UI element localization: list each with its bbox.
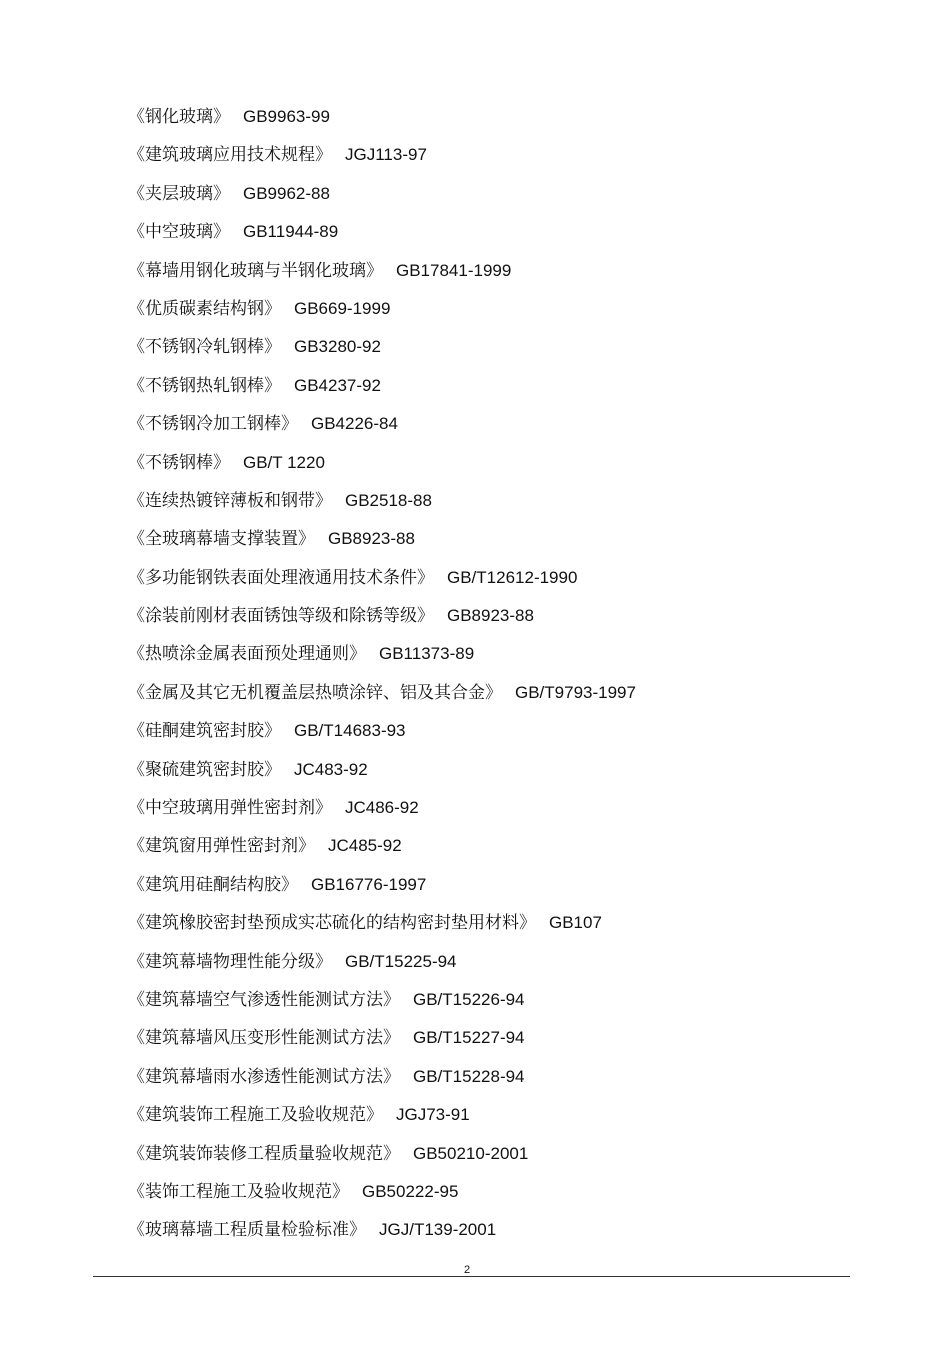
standard-title: 《硅酮建筑密封胶》 <box>128 721 281 742</box>
standard-code: GB669-1999 <box>294 298 391 318</box>
standard-row <box>128 564 636 602</box>
standard-row <box>128 487 636 525</box>
standard-title: 《建筑幕墙空气渗透性能测试方法》 <box>128 989 400 1010</box>
standard-title: 《不锈钢冷轧钢棒》 <box>128 337 281 358</box>
standard-row <box>128 756 636 794</box>
standard-row <box>128 1024 636 1062</box>
standard-title: 《建筑幕墙雨水渗透性能测试方法》 <box>128 1066 400 1087</box>
standard-code: GB/T 1220 <box>243 452 325 472</box>
standard-title: 《幕墙用钢化玻璃与半钢化玻璃》 <box>128 260 383 281</box>
standard-code: GB8923-88 <box>328 529 415 549</box>
standard-code: GB3280-92 <box>294 337 381 357</box>
standard-row <box>128 986 636 1024</box>
standard-title: 《建筑幕墙风压变形性能测试方法》 <box>128 1028 400 1049</box>
standard-row <box>128 640 636 678</box>
standard-code: GB/T15226-94 <box>413 989 525 1009</box>
standard-code: GB4226-84 <box>311 414 398 434</box>
standard-title: 《建筑装饰装修工程质量验收规范》 <box>128 1143 400 1164</box>
standard-row <box>128 410 636 448</box>
standard-code: GB/T15225-94 <box>345 951 457 971</box>
standard-row <box>128 871 636 909</box>
standard-title: 《涂装前刚材表面锈蚀等级和除锈等级》 <box>128 606 434 627</box>
standard-title: 《夹层玻璃》 <box>128 183 230 204</box>
standard-code: GB/T15227-94 <box>413 1028 525 1048</box>
standard-row <box>128 180 636 218</box>
standard-code: GB11373-89 <box>379 644 475 664</box>
standard-code: GB8923-88 <box>447 606 534 626</box>
standard-row <box>128 948 636 986</box>
standard-row <box>128 1140 636 1178</box>
standard-title: 《钢化玻璃》 <box>128 107 230 127</box>
standard-row <box>128 1178 636 1216</box>
standard-row <box>128 449 636 487</box>
standard-title: 《不锈钢冷加工钢棒》 <box>128 414 298 435</box>
standard-title: 《全玻璃幕墙支撑装置》 <box>128 529 315 550</box>
standard-code: GB/T9793-1997 <box>515 682 636 702</box>
standard-row <box>128 1063 636 1101</box>
standard-title: 《建筑窗用弹性密封剂》 <box>128 836 315 857</box>
standard-row <box>128 832 636 870</box>
standard-title: 《装饰工程施工及验收规范》 <box>128 1181 349 1202</box>
standard-code: GB107 <box>549 913 602 933</box>
standard-code: JGJ113-97 <box>345 145 427 165</box>
standard-row <box>128 1101 636 1139</box>
standard-title: 《连续热镀锌薄板和钢带》 <box>128 490 332 511</box>
standard-title: 《不锈钢热轧钢棒》 <box>128 375 281 396</box>
standard-row <box>128 717 636 755</box>
standard-code: JGJ73-91 <box>396 1105 470 1125</box>
standard-row <box>128 602 636 640</box>
standard-code: JC485-92 <box>328 836 402 856</box>
standard-title: 《不锈钢棒》 <box>128 452 230 473</box>
standard-code: GB17841-1999 <box>396 260 512 280</box>
standard-code: GB11944-89 <box>243 222 339 242</box>
standard-title: 《建筑用硅酮结构胶》 <box>128 874 298 895</box>
standard-title: 《优质碳素结构钢》 <box>128 298 281 319</box>
standard-code: GB2518-88 <box>345 490 432 510</box>
standard-code: GB/T12612-1990 <box>447 567 578 587</box>
standard-row <box>128 103 636 141</box>
standard-code: GB4237-92 <box>294 375 381 395</box>
standard-row <box>128 333 636 371</box>
standard-title: 《金属及其它无机覆盖层热喷涂锌、铝及其合金》 <box>128 682 502 703</box>
standard-row <box>128 257 636 295</box>
standard-row <box>128 909 636 947</box>
footer-divider <box>93 1276 850 1277</box>
standard-code: GB/T15228-94 <box>413 1066 525 1086</box>
standard-title: 《建筑装饰工程施工及验收规范》 <box>128 1105 383 1126</box>
standard-code: JGJ/T139-2001 <box>379 1220 497 1240</box>
standard-row <box>128 372 636 410</box>
standard-row <box>128 141 636 179</box>
standard-row <box>128 218 636 256</box>
standard-title: 《建筑幕墙物理性能分级》 <box>128 951 332 972</box>
standards-list <box>128 103 636 1255</box>
standard-title: 《玻璃幕墙工程质量检验标准》 <box>128 1220 366 1241</box>
standard-title: 《热喷涂金属表面预处理通则》 <box>128 644 366 665</box>
standard-title: 《聚硫建筑密封胶》 <box>128 759 281 780</box>
standard-title: 《中空玻璃》 <box>128 222 230 243</box>
standard-title: 《多功能钢铁表面处理液通用技术条件》 <box>128 567 434 588</box>
standard-code: JC483-92 <box>294 759 368 779</box>
standard-title: 《建筑玻璃应用技术规程》 <box>128 145 332 166</box>
standard-row <box>128 794 636 832</box>
standard-row <box>128 295 636 333</box>
standard-title: 《建筑橡胶密封垫预成实芯硫化的结构密封垫用材料》 <box>128 913 536 934</box>
standard-title: 《中空玻璃用弹性密封剂》 <box>128 798 332 819</box>
page-number: 2 <box>464 1264 471 1276</box>
standard-row <box>128 1216 636 1254</box>
standard-code: GB/T14683-93 <box>294 721 406 741</box>
standard-row <box>128 525 636 563</box>
standard-code: GB50222-95 <box>362 1181 459 1201</box>
standard-code: JC486-92 <box>345 798 419 818</box>
standard-row <box>128 679 636 717</box>
standard-code: GB9963-99 <box>243 107 330 126</box>
standard-code: GB50210-2001 <box>413 1143 529 1163</box>
standard-code: GB9962-88 <box>243 183 330 203</box>
standard-code: GB16776-1997 <box>311 874 427 894</box>
